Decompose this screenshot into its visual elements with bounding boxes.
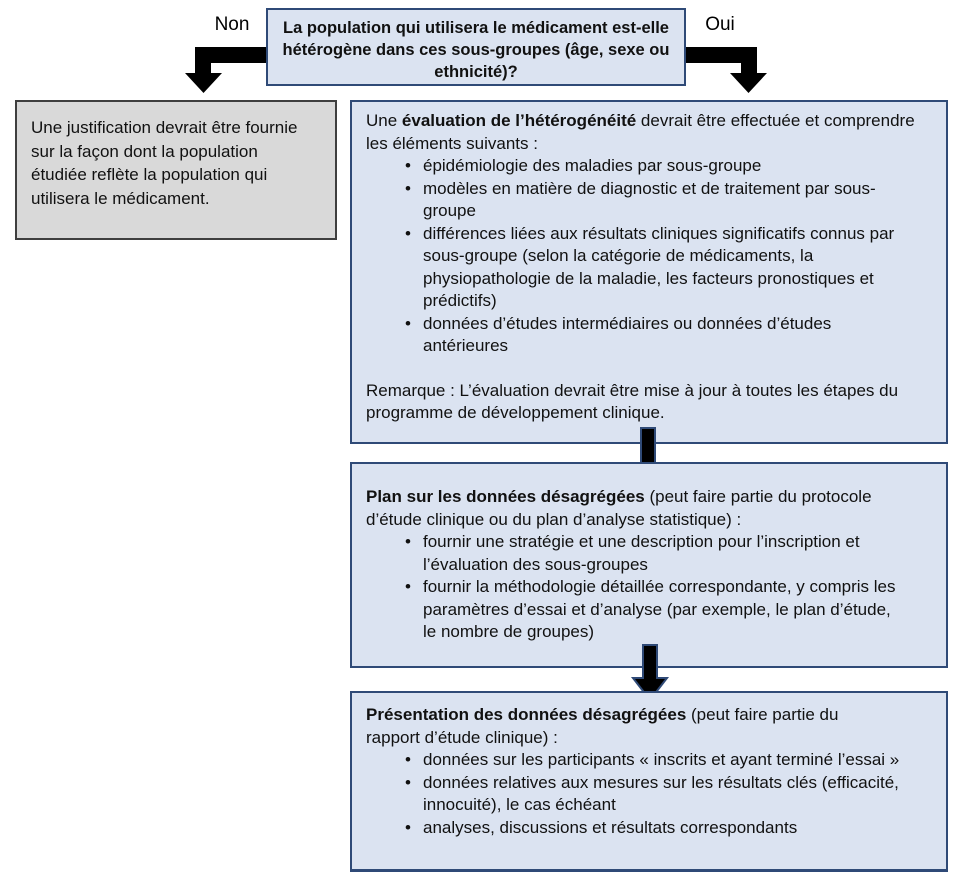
question-box <box>266 8 686 86</box>
presentation-title <box>358 704 886 749</box>
evaluation-intro-bold: évaluation de l’hétérogénéité <box>401 111 637 130</box>
yes-branch-label: Oui <box>705 14 735 35</box>
plan-title-bold: Plan sur les données désagrégées <box>366 487 645 506</box>
plan-box <box>350 462 948 668</box>
justification-text: Une justification devrait être fournie sur la façon dont la population étudiée reflète la population qui utilisera le médicament. <box>31 118 298 208</box>
bullet-item: • données sur les participants « inscrits et ayant terminé l’essai » <box>405 749 901 772</box>
evaluation-note: Remarque : L’évaluation devrait être mise à jour à toutes les étapes du programme de développement clinique. <box>366 380 899 422</box>
bullet-item: • fournir une stratégie et une description pour l’inscription et l’évaluation des sous-groupes <box>405 531 901 576</box>
plan-title-rest: (peut faire partie du protocole d’étude clinique ou du plan d’analyse statistique) : <box>366 487 872 529</box>
presentation-bullet-list <box>358 749 940 839</box>
justification-box <box>15 100 337 240</box>
presentation-title-bold: Présentation des données désagrégées <box>366 705 687 724</box>
plan-bullet-list <box>358 531 940 644</box>
evaluation-intro-post: devrait être effectuée et comprendre les éléments suivants : <box>366 111 915 153</box>
bullet-item: • modèles en matière de diagnostic et de traitement par sous-groupe <box>405 178 901 223</box>
no-branch-label: Non <box>214 14 250 35</box>
plan-title <box>358 486 886 531</box>
evaluation-intro <box>358 110 940 155</box>
evaluation-bullet-list <box>358 155 940 358</box>
bullet-item: • épidémiologie des maladies par sous-groupe <box>405 155 901 178</box>
bullet-item: • différences liées aux résultats cliniques significatifs connus par sous-groupe (selon la catégorie de médicaments, la physiopathologie de la maladie, les facteurs pronostiques et prédictifs) <box>405 223 901 313</box>
evaluation-intro-pre: Une <box>366 111 402 130</box>
question-text: La population qui utilisera le médicament est-elle hétérogène dans ces sous-groupes (âge, sexe ou ethnicité)? <box>282 19 670 81</box>
bullet-item: • fournir la méthodologie détaillée correspondante, y compris les paramètres d’essai et d’analyse (par exemple, le plan d’étude, le nombre de groupes) <box>405 576 901 644</box>
bullet-item: • données relatives aux mesures sur les résultats clés (efficacité, innocuité), le cas échéant <box>405 772 901 817</box>
bullet-item: • analyses, discussions et résultats correspondants <box>405 817 901 840</box>
bullet-item: • données d’études intermédiaires ou données d’études antérieures <box>405 313 901 358</box>
evaluation-box <box>350 100 948 444</box>
presentation-title-rest: (peut faire partie du rapport d’étude clinique) : <box>366 705 839 747</box>
yes-branch-arrow-icon <box>686 47 767 94</box>
presentation-box <box>350 691 948 872</box>
no-branch-arrow-icon <box>185 47 266 94</box>
